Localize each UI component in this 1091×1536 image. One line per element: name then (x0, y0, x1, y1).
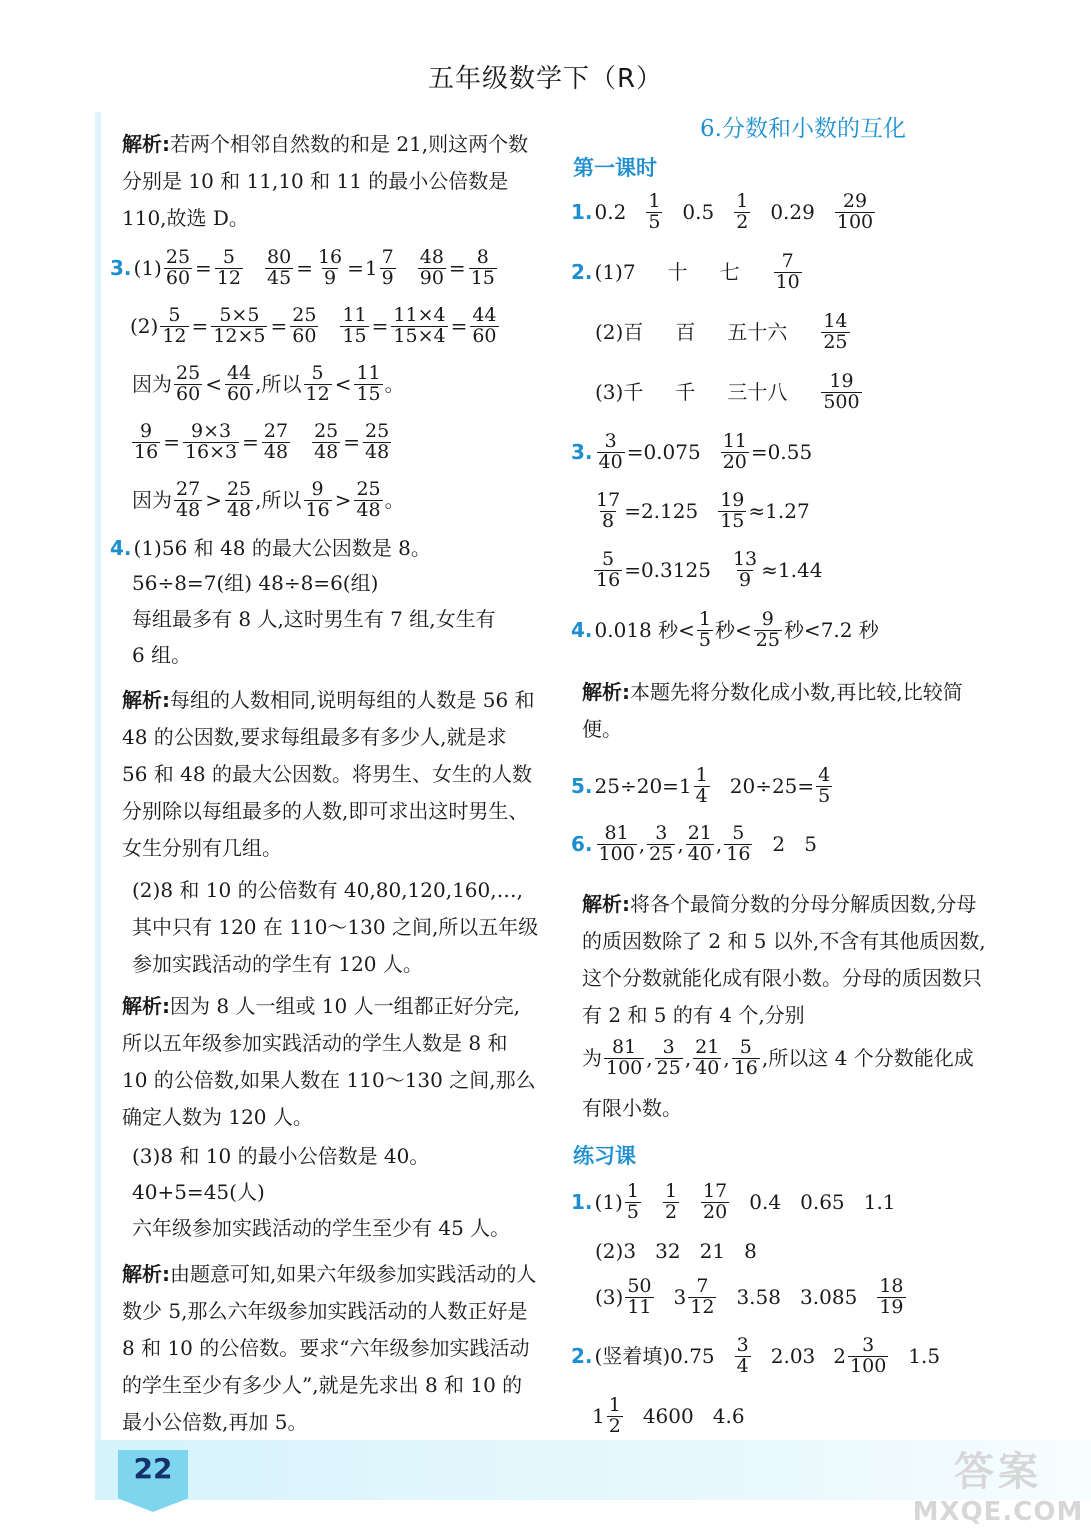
analysis-text: 为 (582, 1046, 602, 1071)
answer-text: =0.075 (626, 440, 701, 465)
fraction: 1 5 (626, 1180, 639, 1223)
part-label: (2) (130, 314, 159, 339)
answer-text: 20÷25= (729, 774, 815, 799)
fraction: 25 48 (356, 478, 381, 521)
fraction: 17 20 (703, 1180, 728, 1223)
fraction: 3 25 (656, 1036, 681, 1079)
p-q1-line2 (595, 1241, 757, 1261)
q4-line2 (132, 573, 378, 593)
answer-text: 56÷8=7(组) 48÷8=6(组) (132, 571, 379, 595)
answer-text: 七 (719, 260, 740, 285)
fraction: 19 500 (823, 370, 860, 413)
r-q3-line2 (592, 491, 810, 532)
fraction: $\frac{5}{16}$ (596, 548, 621, 591)
comma: , (684, 1046, 692, 1071)
question-number: 2. (571, 260, 593, 285)
fraction: $\frac{5}{12}$ (216, 246, 241, 289)
comma: , (723, 1046, 730, 1071)
question-number: 3. (110, 256, 132, 281)
q3-line3: 因为 25 60 < 44 60 ,所以 5 12 < 11 15 。 (132, 362, 405, 405)
r-q2-line3 (595, 372, 864, 413)
analysis-text: 本题先将分数化成小数,再比较,比较简便。 (582, 680, 963, 741)
fraction: 3 25 (649, 822, 674, 865)
page-header: 五年级数学下（R） (427, 64, 664, 94)
fraction: 1 2 (608, 1394, 621, 1437)
q4-part3-line1 (132, 1146, 429, 1166)
r-q1 (571, 192, 877, 233)
analysis-q2 (122, 126, 537, 237)
answer-text: 每组最多有 8 人,这时男生有 7 组,女生有 (132, 607, 496, 631)
left-margin-bar (95, 112, 101, 1452)
analysis-label: 解析: (582, 680, 630, 704)
fraction: $\frac{5}{12}$ (162, 304, 187, 347)
r-q6 (571, 824, 817, 865)
question-number: 4. (571, 618, 593, 643)
answer-text: 40+5=45(人) (132, 1180, 265, 1204)
answer-text: 0.2 (594, 200, 627, 225)
answer-text: 0.5 (682, 200, 715, 225)
so-text: ,所以 (255, 488, 302, 513)
fraction: 5 16 (733, 1036, 758, 1079)
fraction: 3 100 (850, 1334, 887, 1377)
section-title: 6.分数和小数的互化 (700, 116, 906, 142)
answer-text: 五十六 (727, 320, 788, 345)
fraction: 27 48 (176, 478, 201, 521)
analysis-text: ,所以这 4 个分数能化成 (761, 1046, 974, 1071)
fraction: 7 12 (690, 1275, 715, 1318)
comma: , (646, 1046, 653, 1071)
r-analysis-q4 (582, 674, 992, 748)
question-number: 1. (571, 200, 593, 225)
fraction: $\frac{16}{9}$ (317, 246, 343, 289)
answer-text: 6 组。 (132, 643, 192, 667)
fraction: $\frac{4}{5}$ (818, 764, 831, 807)
analysis-text: 将各个最简分数的分母分解质因数,分母的质因数除了 2 和 5 以外,不含有其他质因数,这个分数就能化成有限小数。分母的质因数只有 2 和 5 的有 4 个,分别 (582, 892, 986, 1027)
fraction: 1 5 (648, 190, 661, 233)
r-q3-line3 (592, 550, 822, 591)
answer-text: 百 (675, 320, 696, 345)
answer-text: ≈1.44 (761, 558, 823, 583)
fraction: 11 15 (356, 362, 381, 405)
question-number: 6. (571, 832, 593, 857)
p-q1-line3 (595, 1277, 908, 1318)
analysis-q4-2 (122, 988, 537, 1136)
watermark-text: 答案 (954, 1449, 1042, 1495)
fraction: 21 40 (695, 1036, 720, 1079)
fraction: $\frac{5\times 5}{12\times 5}$ (213, 304, 266, 347)
fraction: $\frac{11}{20}$ (722, 430, 747, 473)
p-q1-line1 (571, 1182, 896, 1223)
fraction: 50 11 (627, 1275, 652, 1318)
part-label: (1) (594, 1190, 623, 1215)
r-q2-line2 (595, 312, 852, 353)
analysis-text: 有限小数。 (582, 1096, 682, 1120)
question-number: 1. (571, 1190, 593, 1215)
answer-text: (3)8 和 10 的最小公倍数是 40。 (132, 1144, 430, 1168)
fraction: 1 5 (698, 608, 711, 651)
fraction: 1 2 (664, 1180, 678, 1223)
fraction: 29 100 (836, 190, 874, 233)
q4-line1 (110, 538, 431, 558)
q3-line1: 3. (1) $\frac{25}{60}$ = $\frac{5}{12}$ $\frac{80}{45}$ = $\frac{16}{9}$ = 1 7 9 $\frac{48}{90}$ = $\frac{8}{15}$ (110, 246, 495, 289)
fraction: $\frac{80}{45}$ (267, 246, 292, 289)
fraction: 44 60 (226, 362, 252, 405)
mixed-whole: 2 (833, 1344, 847, 1369)
mixed-whole: 1 (364, 256, 378, 281)
analysis-text: 若两个相邻自然数的和是 21,则这两个数分别是 10 和 11,10 和 11 的最小公倍数是 110,故选 D。 (122, 132, 529, 230)
answer-text: =2.125 (624, 499, 699, 524)
answer-text: 千 (675, 380, 696, 405)
answer-text: 2.03 (770, 1344, 816, 1369)
fraction: $\frac{11}{15}$ (342, 304, 367, 347)
fraction: $\frac{44}{60}$ (472, 304, 497, 347)
comma: , (638, 832, 646, 857)
fraction: 1 4 (695, 764, 708, 807)
answer-text: (1)7 (594, 260, 636, 285)
answer-text: 三十八 (727, 380, 788, 405)
answer-text: 十 (667, 260, 688, 285)
q3-line2: (2) $\frac{5}{12}$ = $\frac{5\times 5}{12\times 5}$ = $\frac{25}{60}$ $\frac{11}{15}$ = $\frac{11\times 4}{15\times 4}$ = $\frac{44}{60}$ (130, 304, 497, 347)
fraction: $\frac{25}{48}$ (314, 420, 339, 463)
fraction: $\frac{48}{90}$ (419, 246, 444, 289)
period: 。 (384, 488, 405, 513)
fraction: $\frac{25}{60}$ (292, 304, 317, 347)
part-label: (1) (133, 256, 162, 281)
q4-line4 (132, 645, 191, 665)
r-q3-line1 (571, 432, 812, 473)
mixed-whole: 3 (673, 1285, 687, 1310)
r-analysis-q6-fractions (582, 1038, 974, 1079)
analysis-label: 解析: (122, 132, 170, 156)
fraction: $\frac{9}{16}$ (134, 420, 159, 463)
r-q2-line1 (571, 252, 804, 293)
page-number: 22 (133, 1452, 173, 1485)
fraction: 1 2 (736, 190, 749, 233)
watermark-url: MXQE.COM (912, 1497, 1084, 1527)
analysis-label: 解析: (122, 994, 170, 1018)
answer-text: 0.018 秒< (594, 618, 695, 643)
fraction: 7 10 (775, 250, 800, 293)
fraction: 25 60 (176, 362, 201, 405)
q4-part2: (2)8 和 10 的公倍数有 40,80,120,160,…,其中只有 120 在 110～130 之间,所以五年级参加实践活动的学生有 120 人。 (132, 878, 539, 976)
r-q5 (571, 766, 834, 807)
fraction: 81 100 (598, 822, 635, 865)
fraction: $\frac{25}{48}$ (365, 420, 390, 463)
fraction: 5 12 (305, 362, 330, 405)
q4-part3-line3 (132, 1218, 510, 1238)
answer-text: ≈1.27 (748, 499, 810, 524)
fraction: $\frac{13}{9}$ (732, 548, 758, 591)
lesson-heading: 第一课时 (573, 156, 657, 180)
because-text: 因为 (132, 372, 172, 397)
answer-text: 4600 4.6 (642, 1404, 745, 1429)
answer-text: 25÷20=1 (594, 774, 692, 799)
fraction: 9 16 (305, 478, 330, 521)
q4-part3-line2 (132, 1182, 265, 1202)
question-number: 4. (110, 536, 132, 560)
fraction: 7 9 (381, 246, 394, 289)
answer-text: 0.4 0.65 1.1 (749, 1190, 896, 1215)
p-q2-line2 (592, 1396, 745, 1437)
answer-text: =0.55 (750, 440, 813, 465)
analysis-q4-3 (122, 1256, 537, 1441)
p-q2-line1 (571, 1336, 940, 1377)
answer-text: 2 5 (772, 832, 817, 857)
fraction: 81 100 (606, 1036, 643, 1079)
fraction: $\frac{25}{60}$ (165, 246, 191, 289)
fraction: 18 19 (879, 1275, 904, 1318)
q3-line5: 因为 27 48 > 25 48 ,所以 9 16 > 25 48 。 (132, 478, 405, 521)
period: 。 (384, 372, 405, 397)
q3-line4: $\frac{9}{16}$ = $\frac{9\times 3}{16\times 3}$ = $\frac{27}{48}$ $\frac{25}{48}$ = $\frac{25}{48}$ (134, 420, 390, 463)
question-number: 5. (571, 774, 593, 799)
part-label: (3) (595, 1285, 624, 1310)
analysis-label: 解析: (582, 892, 630, 916)
q4-line3 (132, 609, 496, 629)
answer-text: (1)56 和 48 的最大公因数是 8。 (133, 536, 431, 560)
fraction: $\frac{9\times 3}{16\times 3}$ (184, 420, 238, 463)
answer-text: 秒< (714, 618, 752, 643)
analysis-q4-1 (122, 682, 537, 867)
answer-text: 0.29 (770, 200, 815, 225)
question-number: 3. (571, 440, 593, 465)
answer-text: 秒<7.2 秒 (783, 618, 879, 643)
question-number: 2. (571, 1344, 593, 1369)
answer-text: 3.58 3.085 (736, 1285, 858, 1310)
fraction: $\frac{8}{15}$ (470, 246, 495, 289)
comma: , (677, 832, 684, 857)
r-analysis-q6 (582, 886, 992, 1034)
answer-text: (2)3 32 21 8 (595, 1239, 757, 1263)
answer-text: 1.5 (908, 1344, 941, 1369)
fraction: $\frac{11\times 4}{15\times 4}$ (393, 304, 446, 347)
fraction: 3 4 (736, 1334, 749, 1377)
comma: , (715, 832, 723, 857)
fraction: 21 40 (687, 822, 712, 865)
analysis-label: 解析: (122, 688, 170, 712)
fraction: 14 25 (823, 310, 848, 353)
answer-text: =0.3125 (624, 558, 711, 583)
fraction: 9 25 (755, 608, 780, 651)
watermark-logo (910, 1440, 1086, 1530)
fraction: 5 16 (726, 822, 751, 865)
fraction: 25 48 (226, 478, 252, 521)
mixed-whole: 1 (592, 1404, 605, 1429)
answer-text: (2)百 (595, 320, 644, 345)
r-analysis-q6-end (582, 1098, 682, 1118)
analysis-text: 每组的人数相同,说明每组的人数是 56 和 48 的公因数,要求每组最多有多少人,就是求 56 和 48 的最大公因数。将男生、女生的人数分别除以每组最多的人数,即可求出这时男生、女生分别有几组。 (122, 688, 535, 860)
analysis-text: 因为 8 人一组或 10 人一组都正好分完,所以五年级参加实践活动的学生人数是 8 和 10 的公倍数,如果人数在 110～130 之间,那么确定人数为 120 人。 (122, 994, 536, 1129)
practice-heading: 练习课 (573, 1144, 636, 1168)
answer-text: (3)千 (595, 380, 644, 405)
fraction: $\frac{19}{15}$ (720, 489, 745, 532)
r-q4 (571, 610, 879, 651)
analysis-text: 由题意可知,如果六年级参加实践活动的人数少 5,那么六年级参加实践活动的人数正好是 8 和 10 的公倍数。要求“六年级参加实践活动的学生至少有多少人”,就是先求出 8 和 10 的最小公倍数,再加 5。 (122, 1262, 537, 1434)
answer-text: (竖着填)0.75 (594, 1344, 715, 1369)
fraction: $\frac{27}{48}$ (263, 420, 289, 463)
answer-text: 六年级参加实践活动的学生至少有 45 人。 (132, 1216, 511, 1240)
because-text: 因为 (132, 488, 172, 513)
analysis-label: 解析: (122, 1262, 170, 1286)
so-text: ,所以 (255, 372, 302, 397)
fraction: $\frac{17}{8}$ (596, 489, 621, 532)
fraction: $\frac{3}{40}$ (598, 430, 623, 473)
